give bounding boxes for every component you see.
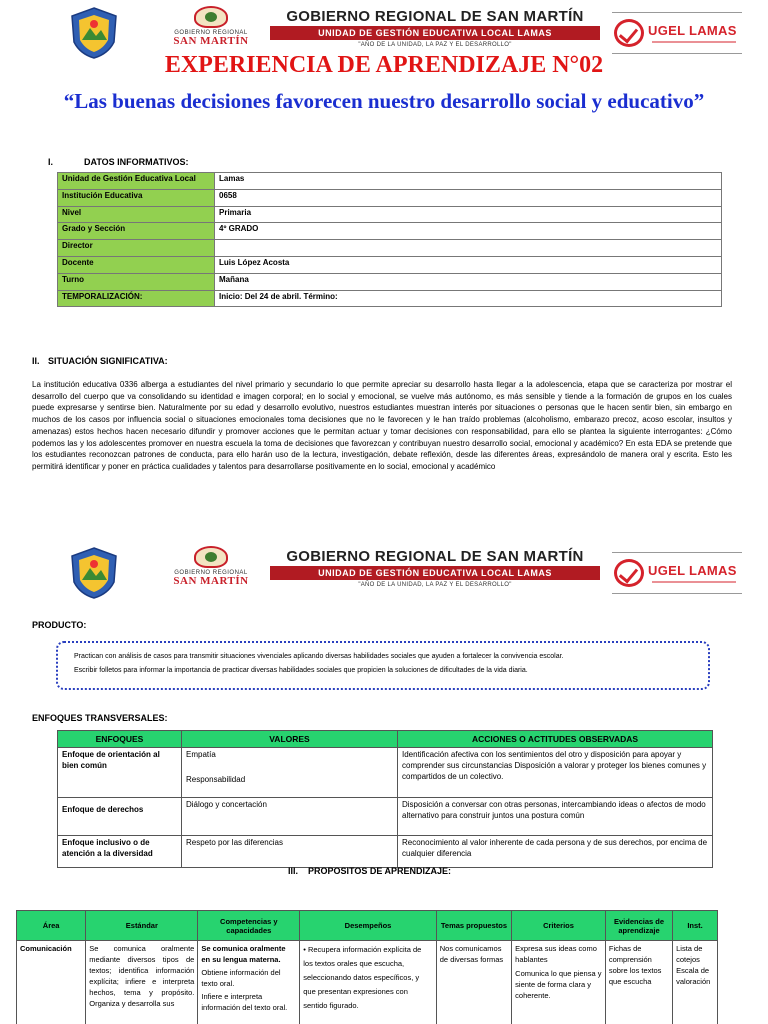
check-icon [614, 19, 644, 47]
section-label: PROPOSITOS DE APRENDIZAJE: [308, 866, 452, 876]
info-value: Lamas [215, 173, 722, 190]
gore-crest-icon [194, 6, 228, 28]
info-table [57, 172, 722, 307]
capacidad-text: Infiere e interpreta información del texto oral. [201, 992, 288, 1012]
valor-text: Responsabilidad [186, 775, 246, 784]
enfoque-cell: Enfoque de derechos [58, 798, 182, 836]
valor-cell [182, 748, 398, 798]
column-header: ACCIONES O ACTITUDES OBSERVADAS [398, 731, 713, 748]
gore-logo-big: SAN MARTÍN [173, 575, 249, 587]
info-value: Mañana [215, 273, 722, 290]
column-header: Estándar [86, 911, 198, 941]
info-key: Turno [58, 273, 215, 290]
info-key: Director [58, 240, 215, 257]
table-row [58, 748, 713, 798]
competencias-cell [198, 941, 300, 1024]
info-key: Docente [58, 256, 215, 273]
gore-logo [136, 546, 286, 600]
table-row [58, 798, 713, 836]
criterios-cell [512, 941, 606, 1024]
table-header-row [58, 731, 713, 748]
acciones-cell: Identificación afectiva con los sentimientos del otro y disposición para apoyar y comprender sus circunstancias Disposición a valorar y proteger los bienes comunes y compartidos de un colectivo. [398, 748, 713, 798]
propositos-table [16, 910, 718, 1024]
column-header: VALORES [182, 731, 398, 748]
header-banner-repeat [60, 544, 750, 602]
table-row [58, 256, 722, 273]
gore-logo-small: GOBIERNO REGIONAL [174, 30, 248, 36]
ugel-label: UGEL LAMAS [648, 563, 737, 578]
section-number: III. [288, 866, 299, 876]
instrumentos-cell: Lista de cotejos Escala de valoración [673, 941, 718, 1024]
desempenos-cell: • Recupera información explícita de los textos orales que escucha, seleccionando datos específicos, y que presentan expresiones con sentido figurado. [300, 941, 437, 1024]
enfoques-table [57, 730, 713, 868]
section-label: SITUACIÓN SIGNIFICATIVA: [48, 356, 168, 366]
column-header: Desempeños [300, 911, 437, 941]
table-row [58, 173, 722, 190]
banner-center [270, 8, 600, 48]
acciones-cell: Disposición a conversar con otras personas, intercambiando ideas o afectos de modo alternativo para construir juntos una postura común [398, 798, 713, 836]
enfoques-heading: ENFOQUES TRANSVERSALES: [32, 713, 168, 723]
page-title: EXPERIENCIA DE APRENDIZAJE N°02 [164, 52, 604, 78]
acciones-cell: Reconocimiento al valor inherente de cada persona y de sus derechos, por encima de cualquier diferencia [398, 836, 713, 868]
column-header: Criterios [512, 911, 606, 941]
enfoque-cell: Enfoque de orientación al bien común [58, 748, 182, 798]
info-value [215, 240, 722, 257]
banner-title: GOBIERNO REGIONAL DE SAN MARTÍN [286, 8, 584, 25]
table-row [58, 836, 713, 868]
info-value: 0658 [215, 189, 722, 206]
producto-box [56, 641, 710, 690]
table-row [58, 240, 722, 257]
ugel-logo [612, 12, 742, 54]
regional-emblem-icon [68, 546, 120, 600]
gore-logo-big: SAN MARTÍN [173, 35, 249, 47]
criterio-text: Expresa sus ideas como hablantes [515, 944, 597, 964]
column-header: Inst. [673, 911, 718, 941]
criterio-text: Comunica lo que piensa y siente de forma clara y coherente. [515, 969, 602, 1000]
info-key: Grado y Sección [58, 223, 215, 240]
producto-line: Practican con análisis de casos para transmitir situaciones vivenciales aplicando diversas habilidades sociales que ayuden a fortalecer la convivencia escolar. [74, 653, 564, 660]
ugel-underline [652, 41, 736, 43]
column-header: Temas propuestos [436, 911, 511, 941]
banner-unit: UNIDAD DE GESTIÓN EDUCATIVA LOCAL LAMAS [270, 26, 600, 40]
banner-motto: "AÑO DE LA UNIDAD, LA PAZ Y EL DESARROLLO" [358, 42, 512, 48]
column-header: Evidencias de aprendizaje [605, 911, 672, 941]
section-number: II. [32, 356, 40, 366]
table-row [58, 223, 722, 240]
valor-cell: Diálogo y concertación [182, 798, 398, 836]
table-row [58, 290, 722, 307]
ugel-logo [612, 552, 742, 594]
ugel-label: UGEL LAMAS [648, 23, 737, 38]
column-header: ENFOQUES [58, 731, 182, 748]
info-value: Primaria [215, 206, 722, 223]
section-situacion-heading [32, 356, 168, 366]
table-row [17, 941, 718, 1024]
banner-unit: UNIDAD DE GESTIÓN EDUCATIVA LOCAL LAMAS [270, 566, 600, 580]
section-propositos-heading [288, 866, 451, 876]
column-header: Área [17, 911, 86, 941]
info-key: TEMPORALIZACIÓN: [58, 290, 215, 307]
valor-cell: Respeto por las diferencias [182, 836, 398, 868]
banner-title: GOBIERNO REGIONAL DE SAN MARTÍN [286, 548, 584, 565]
info-key: Institución Educativa [58, 189, 215, 206]
situacion-paragraph: La institución educativa 0336 alberga a estudiantes del nivel primario y secundario lo que permite apreciar su desarrollo hasta llegar a la adolescencia, etapa que se caracteriza por mostrar el desarrollo del cuerpo que va consolidando su identidad e imagen corporal; en lo social y emocional, se vuelve más autónomo, es más sensible y tiende a la formación de grupos en los cuales puede expresarse y sentirse bien. Naturalmente por su edad y desarrollo evolutivo, nuestros estudiantes muestran interés por situaciones o personas que le hacen sentir bien, sin embargo en muchos de los casos por influencia social o situaciones emocionales toma decisiones que no le favorecen y le han traído problemas (alcoholismo, embarazo precoz, acoso escolar, insultos y amenazas) estos hechos hacen necesario difundir y promover acciones que le permitan actuar y tomar decisiones con responsabilidad, para ello se plantea la siguiente interrogantes: ¿Cómo podemos las y los adolescentes promover en nuestra escuela la toma de decisiones que favorezcan y contribuyan nuestro desarrollo social, emocional y académico? En esta EDA se pretende que los estudiantes reconozcan patrones de conducta, para ello harán uso de la lectura, investigación, debate reflexión, desde las diferentes áreas, expresándolo de manera oral y escrita. Esto les permitirá identificar y poner en práctica cualidades y talentos para desarrollarse positivamente en lo social, emocional y académico [32, 380, 732, 471]
estandar-cell: Se comunica oralmente mediante diversos tipos de textos; identifica información explícita; infiere e interpreta hechos, tema y propósito. Organiza y desarrolla sus [86, 941, 198, 1024]
table-row [58, 273, 722, 290]
gore-logo-small: GOBIERNO REGIONAL [174, 570, 248, 576]
evidencias-cell: Fichas de comprensión sobre los textos que escucha [605, 941, 672, 1024]
column-header: Competencias y capacidades [198, 911, 300, 941]
banner-center [270, 548, 600, 588]
enfoque-cell: Enfoque inclusivo o de atención a la diversidad [58, 836, 182, 868]
section-number: I. [48, 157, 54, 167]
info-key: Nivel [58, 206, 215, 223]
table-row [58, 206, 722, 223]
gore-crest-icon [194, 546, 228, 568]
info-value: Inicio: Del 24 de abril. Término: [215, 290, 722, 307]
info-value: Luis López Acosta [215, 256, 722, 273]
info-value: 4º GRADO [215, 223, 722, 240]
info-key: Unidad de Gestión Educativa Local [58, 173, 215, 190]
section-datos-heading [48, 157, 189, 167]
section-label: DATOS INFORMATIVOS: [84, 157, 189, 167]
producto-heading: PRODUCTO: [32, 620, 87, 630]
area-cell: Comunicación [17, 941, 86, 1024]
ugel-underline [652, 581, 736, 583]
page-subtitle: “Las buenas decisiones favorecen nuestro desarrollo social y educativo” [63, 89, 705, 113]
banner-motto: "AÑO DE LA UNIDAD, LA PAZ Y EL DESARROLLO" [358, 582, 512, 588]
check-icon [614, 559, 644, 587]
producto-line: Escribir folletos para informar la importancia de practicar diversas habilidades sociales que propicien la soluciones de dificultades de la vida diaria. [74, 667, 528, 674]
table-header-row [17, 911, 718, 941]
competencia-title: Se comunica oralmente en su lengua materna. [201, 944, 286, 964]
temas-cell: Nos comunicamos de diversas formas [436, 941, 511, 1024]
valor-text: Empatía [186, 750, 216, 759]
capacidad-text: Obtiene información del texto oral. [201, 968, 281, 988]
table-row [58, 189, 722, 206]
